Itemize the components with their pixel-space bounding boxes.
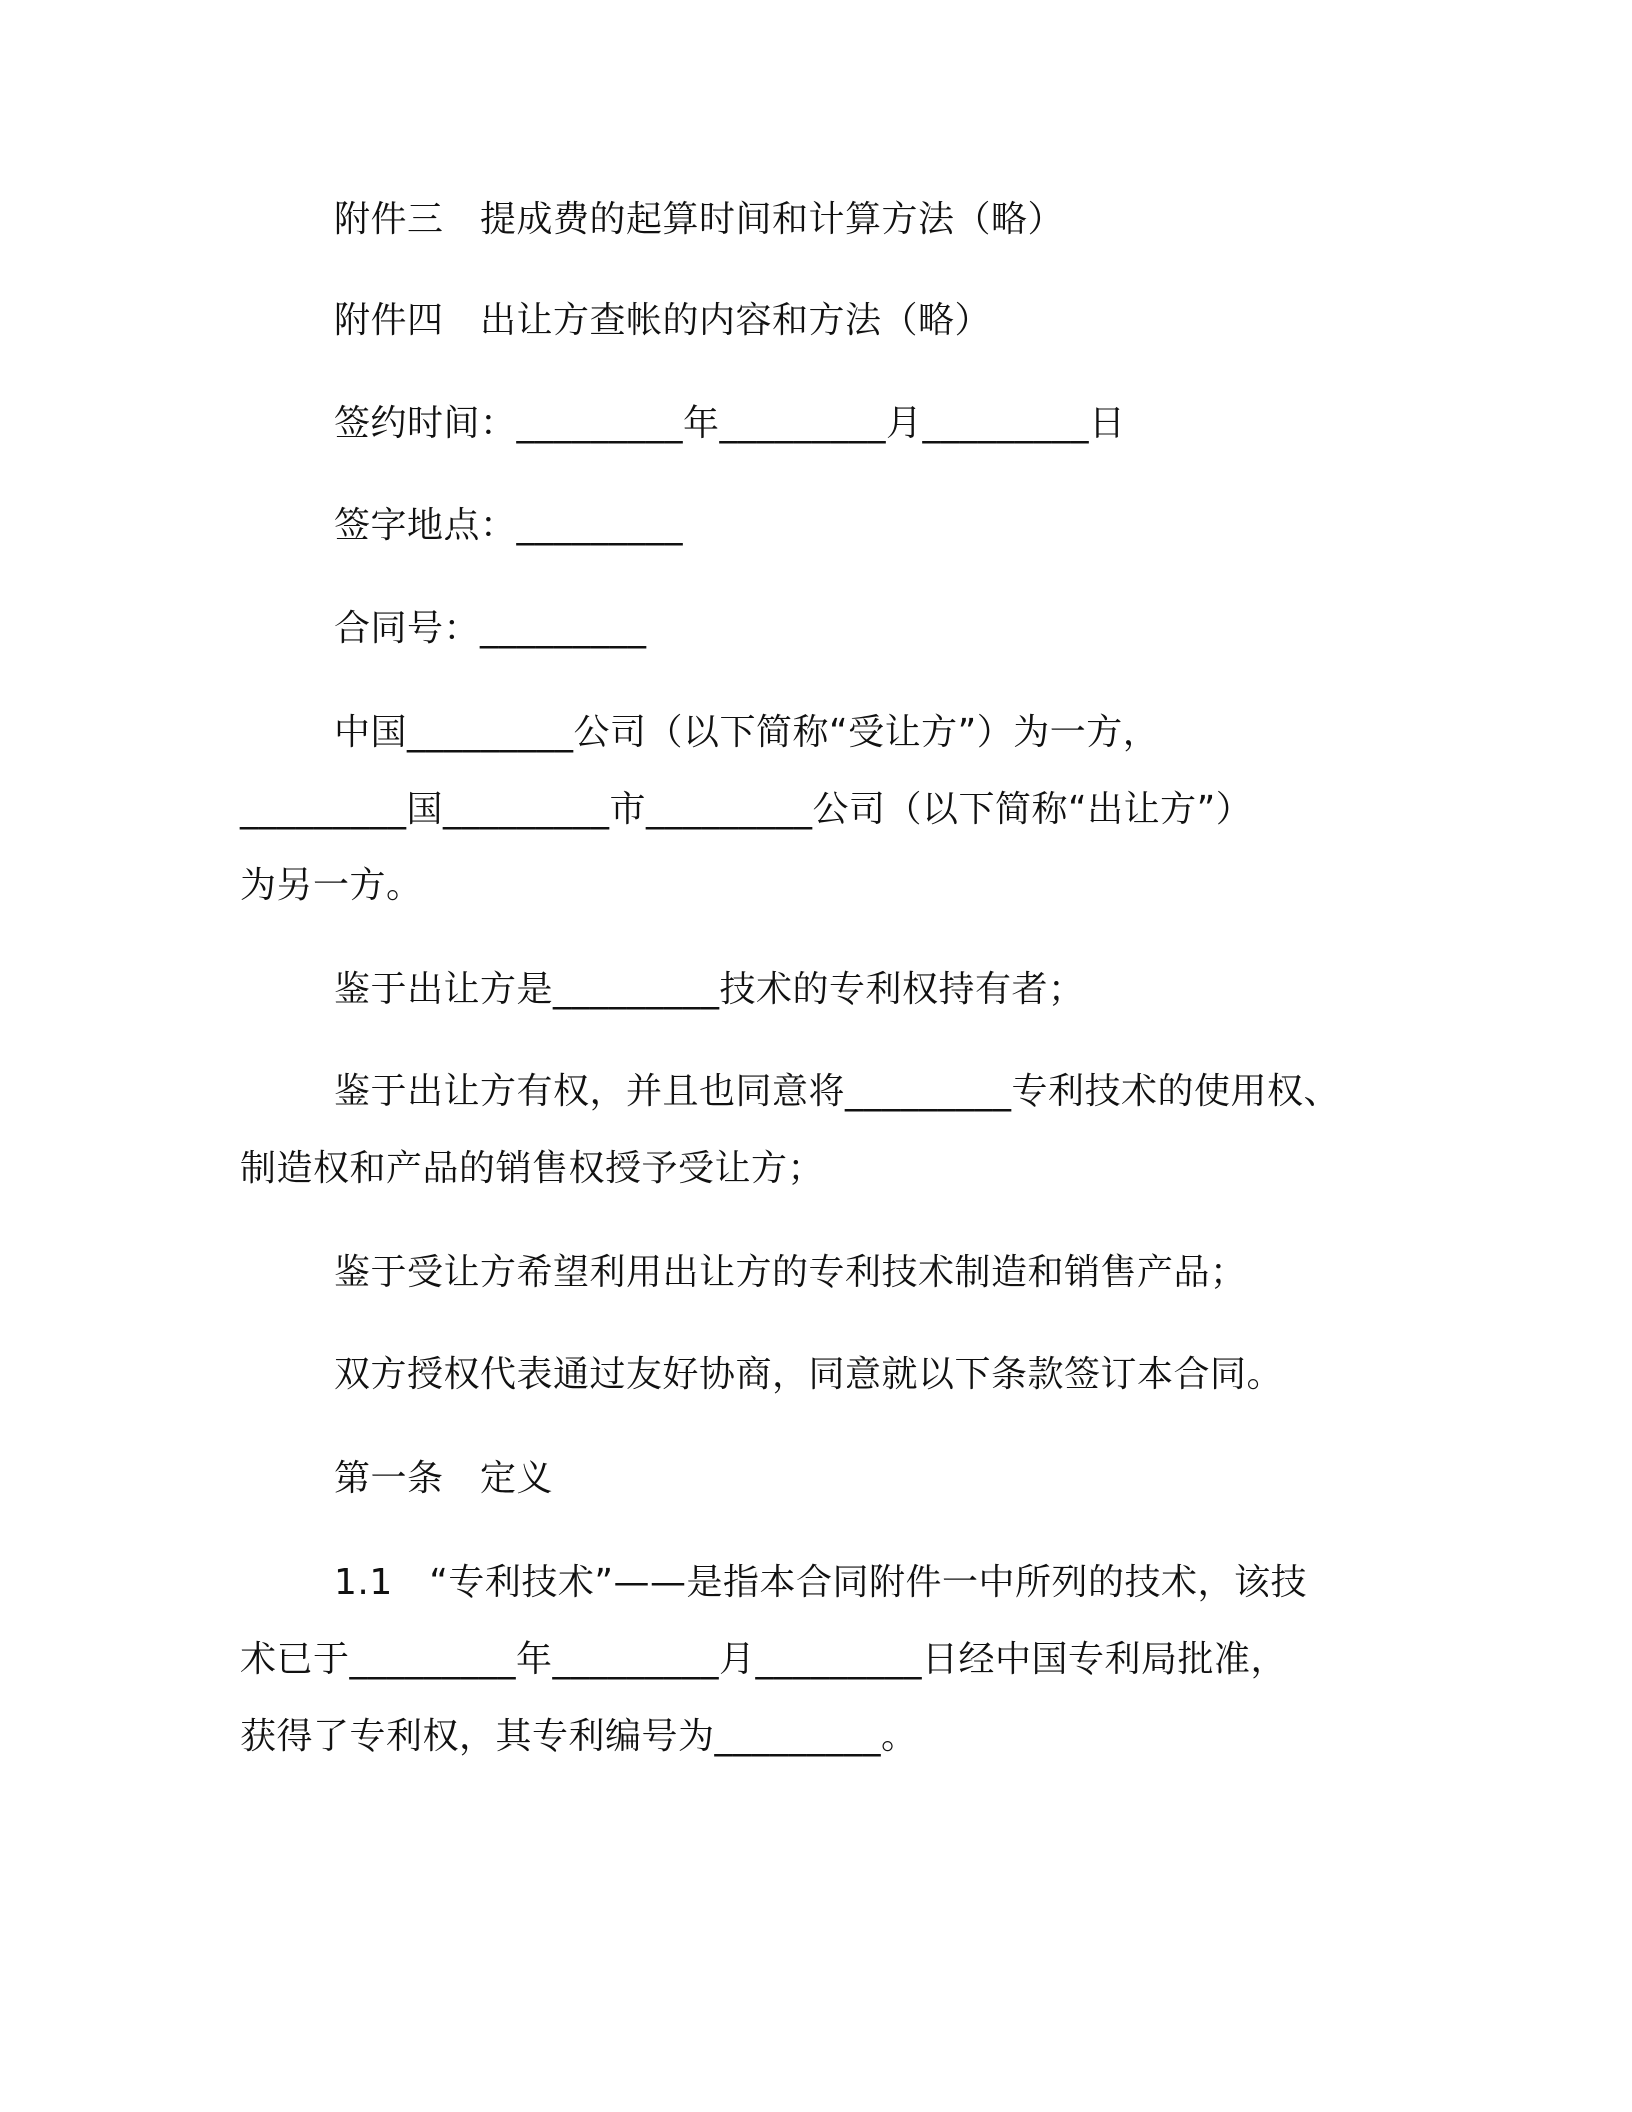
- signing-place-line: 签字地点：_________: [334, 505, 684, 546]
- contract-number-line: 合同号：_________: [334, 608, 647, 649]
- whereas-three-line: 鉴于受让方希望利用出让方的专利技术制造和销售产品；: [334, 1252, 1247, 1293]
- whereas-two-line-cont: 制造权和产品的销售权授予受让方；: [240, 1148, 825, 1189]
- clause-1-1-line-end: 获得了专利权，其专利编号为_________。: [240, 1716, 918, 1757]
- whereas-one-line: 鉴于出让方是_________技术的专利权持有者；: [334, 969, 1085, 1010]
- annex-four-line: 附件四 出让方查帐的内容和方法（略）: [334, 300, 992, 341]
- agreement-line: 双方授权代表通过友好协商，同意就以下条款签订本合同。: [334, 1354, 1284, 1395]
- signing-date-line: 签约时间：_________年_________月_________日: [334, 403, 1126, 444]
- article-one-heading: 第一条 定义: [334, 1458, 554, 1499]
- party-a-line: 中国_________公司（以下简称“受让方”）为一方，: [334, 712, 1160, 753]
- party-b-line-cont: 为另一方。: [240, 865, 423, 906]
- party-b-line: _________国_________市_________公司（以下简称“出让方”）: [240, 789, 1253, 830]
- clause-1-1-line: 1.1 “专利技术”——是指本合同附件一中所列的技术，该技: [334, 1562, 1308, 1603]
- clause-1-1-line-cont: 术已于_________年_________月_________日经中国专利局批准，: [240, 1639, 1288, 1680]
- annex-three-line: 附件三 提成费的起算时间和计算方法（略）: [334, 199, 1065, 240]
- whereas-two-line: 鉴于出让方有权，并且也同意将_________专利技术的使用权、: [334, 1071, 1341, 1112]
